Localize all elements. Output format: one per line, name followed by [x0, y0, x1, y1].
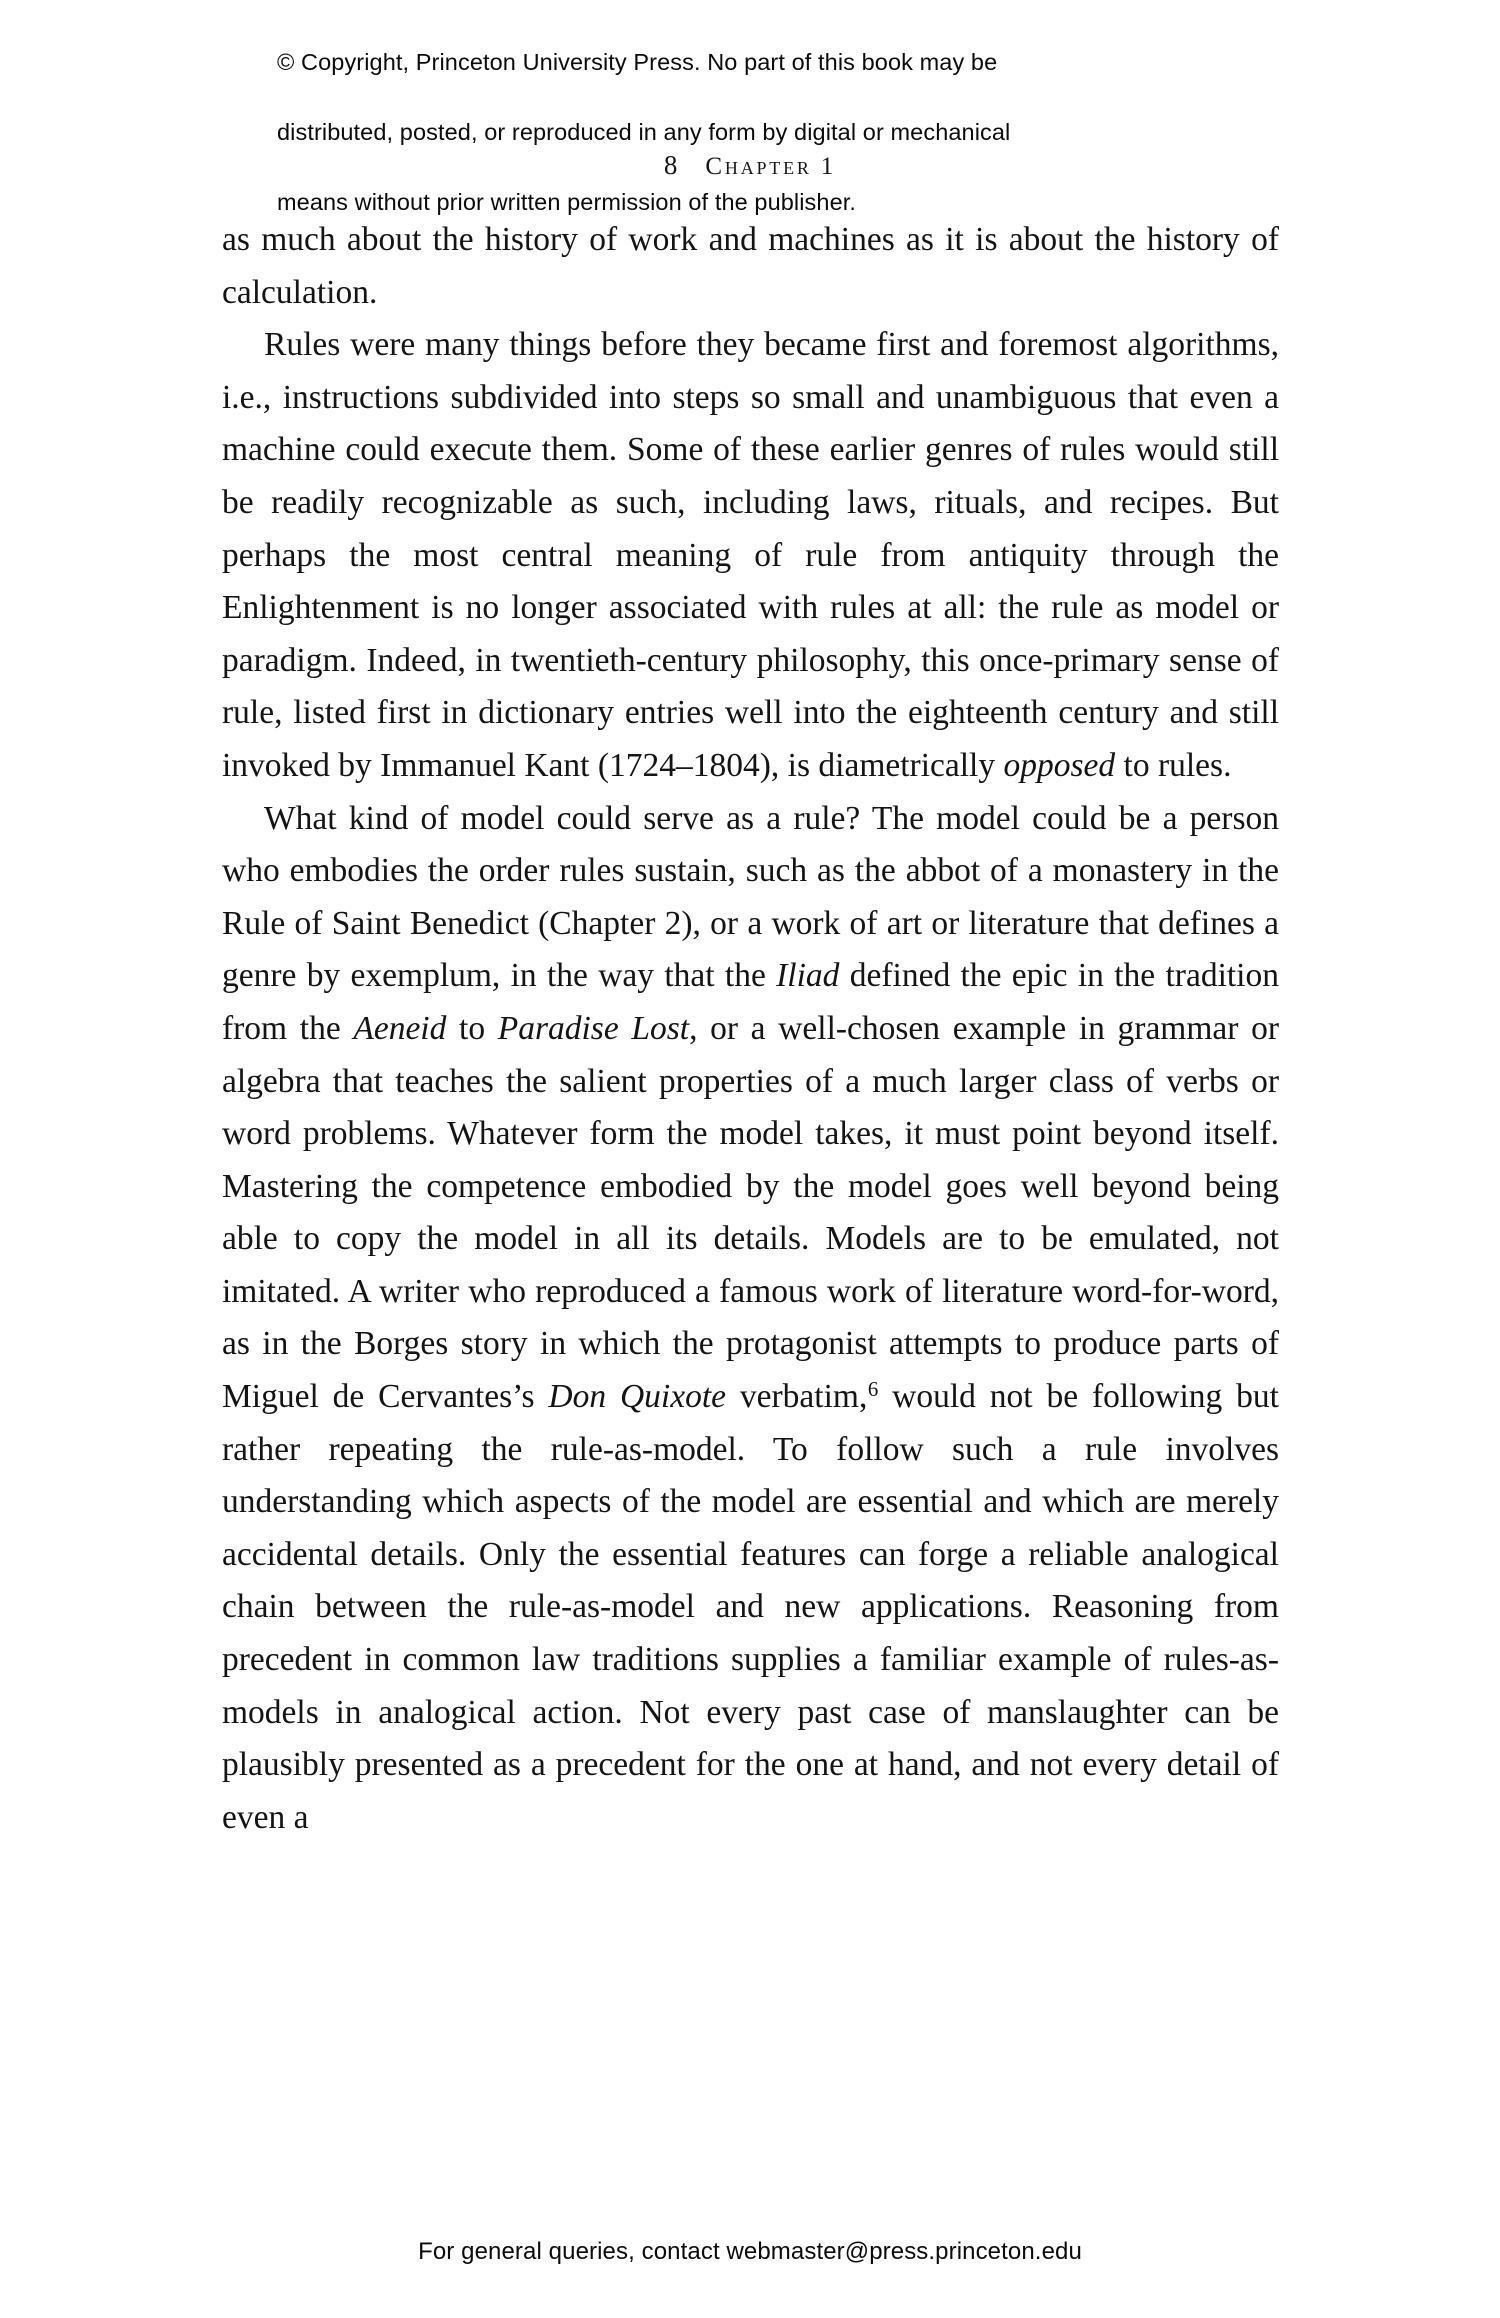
- text-run: defined the epic in the tradition from the: [222, 957, 1279, 1047]
- italic-title: Don Quixote: [548, 1378, 727, 1416]
- italic-title: Aeneid: [353, 1009, 447, 1047]
- copyright-line-2: distributed, posted, or reproduced in any form by digital or mechanical: [277, 119, 1011, 145]
- text-run: What kind of model could serve as a rule? The model could be a person who embodies the order rules sustain, such as the abbot of a monastery in the Rule of Saint Benedict (Chapter 2), or a work of art or literature that defines a genre by exemplum, in the way that the: [222, 799, 1279, 995]
- italic-title: Iliad: [776, 957, 840, 995]
- text-run: to: [446, 1009, 498, 1047]
- running-head-chapter-label: Chapter 1: [705, 153, 837, 180]
- paragraph: [222, 793, 1279, 1845]
- page-folio-number: 8: [663, 150, 678, 180]
- body-text-column: [222, 214, 1279, 1844]
- italic-title: opposed: [1003, 746, 1116, 784]
- running-head: [0, 150, 1500, 181]
- text-run: Rules were many things before they became first and foremost algorithms, i.e., instructions subdivided into steps so small and unambiguous that even a machine could execute them. Some of these earlier genres of rules would still be readily recognizable as such, including laws, rituals, and recipes. But perhaps the most central meaning of rule from antiquity through the Enlightenment is no longer associated with rules at all: the rule as model or paradigm. Indeed, in twentieth-century philosophy, this once-primary sense of rule, listed first in dictionary entries well into the eighteenth century and still invoked by Immanuel Kant (1724–1804), is diametrically: [222, 326, 1279, 784]
- paragraph: [222, 214, 1279, 319]
- copyright-line-3: means without prior written permission of the publisher.: [277, 189, 857, 215]
- text-run: verbatim,: [726, 1378, 868, 1416]
- page-footer: For general queries, contact webmaster@press.princeton.edu: [418, 2238, 1082, 2265]
- text-run: to rules.: [1115, 746, 1232, 784]
- footnote-reference: 6: [867, 1378, 879, 1402]
- text-run: as much about the history of work and machines as it is about the history of calculation.: [222, 221, 1279, 311]
- paragraph: [222, 319, 1279, 792]
- text-run: , or a well-chosen example in grammar or algebra that teaches the salient properties of a much larger class of verbs or word problems. Whatever form the model takes, it must point beyond itself. Mastering the competence embodied by the model goes well beyond being able to copy the model in all its details. Models are to be emulated, not imitated. A writer who reproduced a famous work of literature word-for-word, as in the Borges story in which the protagonist attempts to produce parts of Miguel de Cervantes’s: [222, 1009, 1280, 1416]
- copyright-line-1: © Copyright, Princeton University Press. No part of this book may be: [277, 49, 998, 75]
- text-run: would not be following but rather repeating the rule-as-model. To follow such a rule involves understanding which aspects of the model are essential and which are merely accidental details. Only the essential features can forge a reliable analogical chain between the rule-as-model and new applications. Reasoning from precedent in common law traditions supplies a familiar example of rules-as-models in analogical action. Not every past case of manslaughter can be plausibly presented as a precedent for the one at hand, and not every detail of even a: [222, 1378, 1279, 1836]
- italic-title: Paradise Lost: [497, 1009, 690, 1047]
